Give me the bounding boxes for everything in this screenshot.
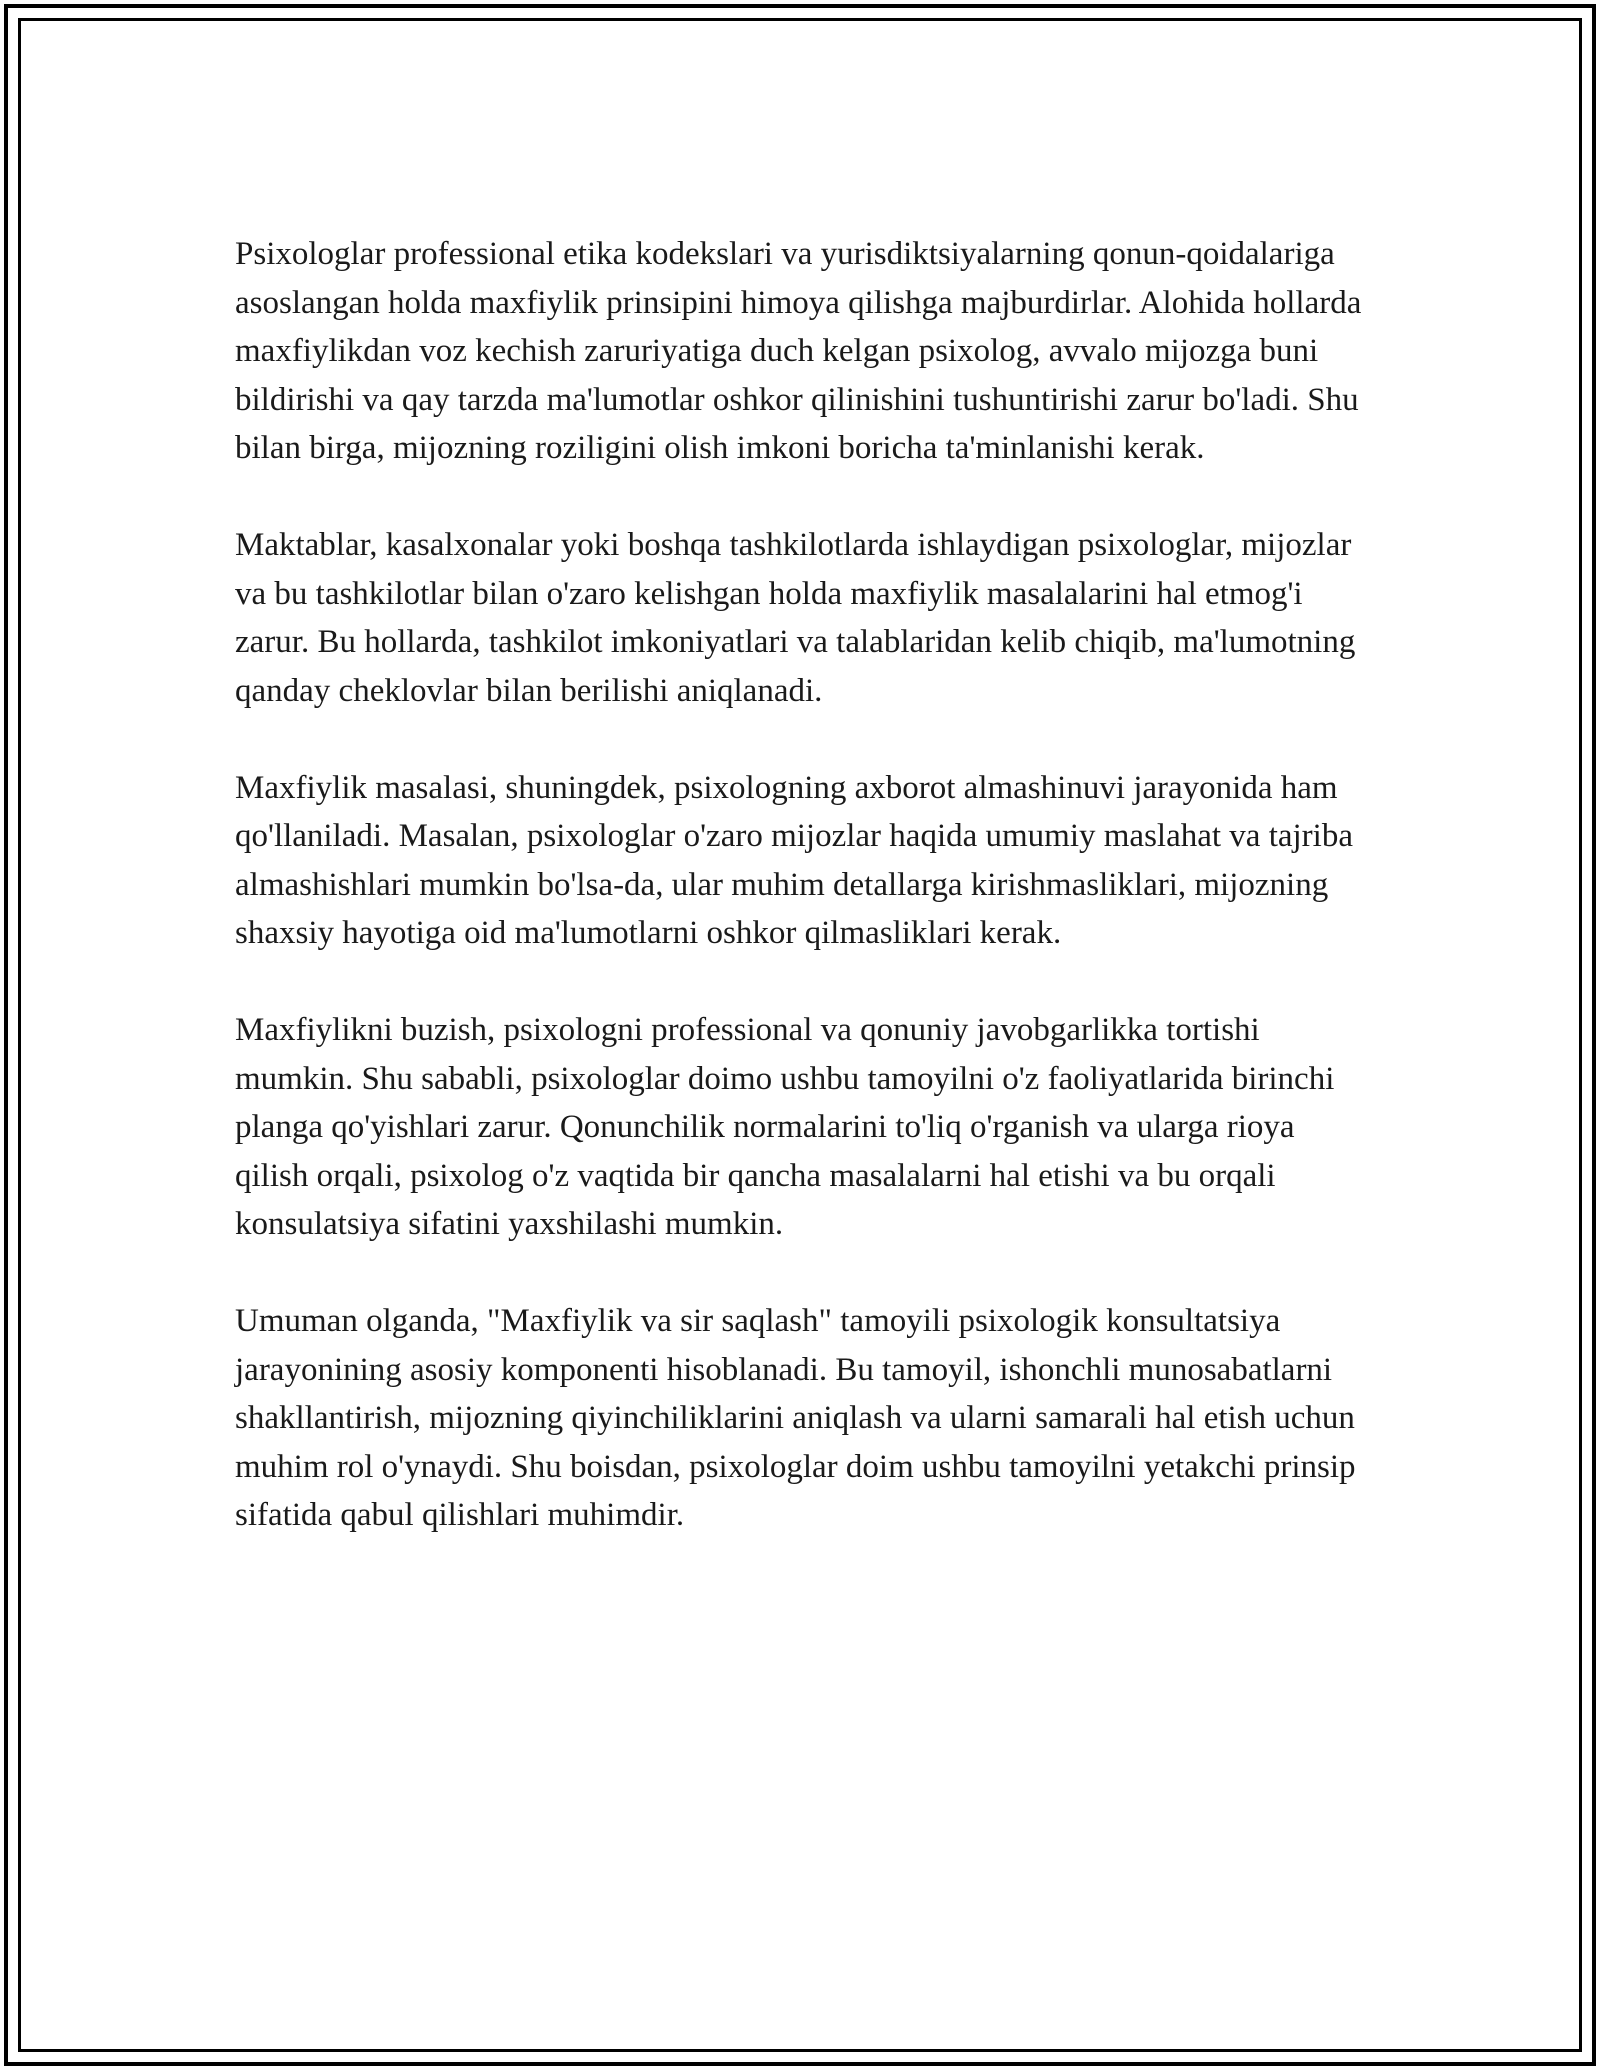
- paragraph-breach-consequences: Maxfiylikni buzish, psixologni professional va qonuniy javobgarlikka tortishi mumkin. Shu sababli, psixologlar doimo ushbu tamoyilni o'z faoliyatlarida birinchi planga qo'yishlari zarur. Qonunchilik normalarini to'liq o'rganish va ularga rioya qilish orqali, psixolog o'z vaqtida bir qancha masalalarni hal etishi va bu orqali konsulatsiya sifatini yaxshilashi mumkin.: [235, 1012, 1335, 1242]
- paragraph-information-exchange: Maxfiylik masalasi, shuningdek, psixologning axborot almashinuvi jarayonida ham qo'llaniladi. Masalan, psixologlar o'zaro mijozlar haqida umumiy maslahat va tajriba almashishlari mumkin bo'lsa-da, ular muhim detallarga kirishmasliklari, mijozning shaxsiy hayotiga oid ma'lumotlarni oshkor qilmasliklari kerak.: [235, 769, 1353, 951]
- paragraph-conclusion: Umuman olganda, "Maxfiylik va sir saqlash" tamoyili psixologik konsultatsiya jarayonining asosiy komponenti hisoblanadi. Bu tamoyil, ishonchli munosabatlarni shakllantirish, mijozning qiyinchiliklarini aniqlash va ularni samarali hal etish uchun muhim rol o'ynaydi. Shu boisdan, psixologlar doim ushbu tamoyilni yetakchi prinsip sifatida qabul qilishlari muhimdir.: [235, 1303, 1356, 1533]
- paragraph-institutional-settings: Maktablar, kasalxonalar yoki boshqa tashkilotlarda ishlaydigan psixologlar, mijozlar va bu tashkilotlar bilan o'zaro kelishgan holda maxfiylik masalalarini hal etmog'i zarur. Bu hollarda, tashkilot imkoniyatlari va talablaridan kelib chiqib, ma'lumotning qanday cheklovlar bilan berilishi aniqlanadi.: [235, 527, 1356, 709]
- document-body: [235, 230, 1365, 1588]
- paragraph-confidentiality-obligation: Psixologlar professional etika kodekslari va yurisdiktsiyalarning qonun-qoidalariga asoslangan holda maxfiylik prinsipini himoya qilishga majburdirlar. Alohida hollarda maxfiylikdan voz kechish zaruriyatiga duch kelgan psixolog, avvalo mijozga buni bildirishi va qay tarzda ma'lumotlar oshkor qilinishini tushuntirishi zarur bo'ladi. Shu bilan birga, mijozning roziligini olish imkoni boricha ta'minlanishi kerak.: [235, 236, 1362, 466]
